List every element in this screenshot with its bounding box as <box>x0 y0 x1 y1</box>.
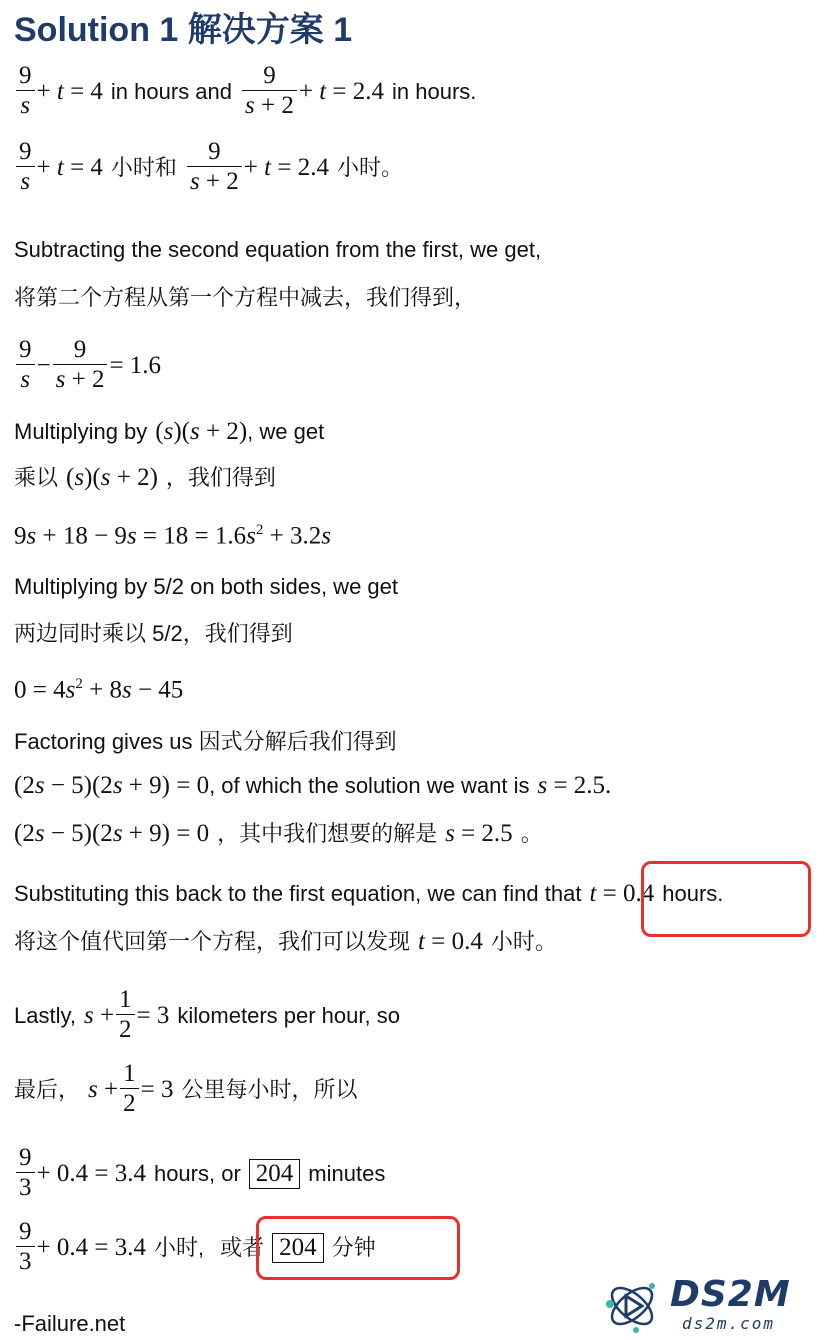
multiply52-text-en: Multiplying by 5/2 on both sides, we get <box>14 574 399 599</box>
fraction-9-over-3: $\frac{9}{3}$ <box>16 1144 35 1203</box>
or-text-zh: 或者 <box>220 1234 265 1260</box>
solution-line-zh: (2s − 5)(2s + 9) = 0 ，其中我们想要的解是 s = 2.5 。 <box>14 820 543 847</box>
hours-text-zh: 小时。 <box>490 929 557 954</box>
equation-expanded: $9s + 18 - 9s = 18 = 1.6s^2 + 3.2s$ <box>14 522 331 550</box>
substitute-text-en: Substituting this back to the first equation, we can find that <box>14 881 582 906</box>
lastly-text-zh: 最后， <box>14 1076 81 1102</box>
logo-subtext: ds2m.com <box>682 1314 776 1333</box>
solution-text-en: , of which the solution we want is <box>209 773 530 798</box>
kmh-text-zh: 公里每小时，所以 <box>181 1076 358 1102</box>
lastly-line-zh: 最后， s + $\frac{1}{2}$ = 3 公里每小时，所以 <box>14 1060 358 1117</box>
lastly-text-en: Lastly, <box>14 1002 76 1028</box>
multiply-line-zh: 乘以 (s)(s + 2) ，我们得到 <box>14 464 276 491</box>
equation-line-1: $\frac{9}{s}$ + t = 4 in hours and $\frac{9}{s + 2}$ + t = 2.4 in hours. <box>14 62 476 121</box>
multiply-text-en: Multiplying by <box>14 419 148 444</box>
substitute-text-zh: 将这个值代回第一个方程，我们可以发现 <box>14 929 411 954</box>
fraction-1-over-2: $\frac{1}{2}$ <box>120 1060 139 1119</box>
multiply-text-zh: 乘以 <box>14 465 59 490</box>
hours-or-text: hours, or <box>153 1160 241 1186</box>
answer-box: 204 <box>249 1159 301 1189</box>
fraction-9-over-s-plus-2: $\frac{9}{s + 2}$ <box>53 336 108 395</box>
text-hours-and-zh: 小时和 <box>110 154 177 180</box>
atom-logo-icon <box>600 1274 670 1338</box>
page-title: Solution 1 解决方案 1 <box>14 11 353 49</box>
fraction-9-over-s: $\frac{9}{s}$ <box>16 336 35 395</box>
substitute-line-zh: 将这个值代回第一个方程，我们可以发现 t = 0.4 小时。 <box>14 928 557 955</box>
minutes-text: minutes <box>308 1160 386 1186</box>
multiply52-text-zh: 两边同时乘以 5/2，我们得到 <box>14 621 293 646</box>
subtract-text-zh: 将第二个方程从第一个方程中减去，我们得到， <box>14 285 477 310</box>
we-get-text-zh: ，我们得到 <box>165 465 276 490</box>
fraction-9-over-s-plus-2: $\frac{9}{s + 2}$ <box>242 62 297 121</box>
text-in-hours: in hours. <box>392 78 477 104</box>
lastly-line-en: Lastly, s + $\frac{1}{2}$ = 3 kilometers per hour, so <box>14 986 400 1043</box>
answer-box-zh: 204 <box>272 1233 324 1263</box>
equation-quadratic: $0 = 4s^2 + 8s - 45$ <box>14 676 184 704</box>
subtract-text-en: Subtracting the second equation from the first, we get, <box>14 237 542 262</box>
hours-text-zh-final: 小时, <box>153 1234 205 1260</box>
footer-credit: -Failure.net <box>14 1311 126 1336</box>
fraction-9-over-3: $\frac{9}{3}$ <box>16 1218 35 1277</box>
minutes-text-zh: 分钟 <box>331 1234 376 1260</box>
text-hours-zh: 小时。 <box>336 154 403 180</box>
final-line-en: $\frac{9}{3}$ + 0.4 = 3.4 hours, or 204 minutes <box>14 1144 385 1203</box>
ds2m-logo <box>600 1274 814 1338</box>
final-line-zh: $\frac{9}{3}$ + 0.4 = 3.4 小时, 或者 204 分钟 <box>14 1218 376 1277</box>
solution-text-zh: ，其中我们想要的解是 <box>217 821 438 846</box>
period-zh: 。 <box>520 821 543 846</box>
we-get-text: , we get <box>247 419 325 444</box>
substitute-line-en: Substituting this back to the first equation, we can find that t = 0.4 hours. <box>14 880 724 907</box>
fraction-1-over-2: $\frac{1}{2}$ <box>116 986 135 1045</box>
fraction-9-over-s-plus-2: $\frac{9}{s + 2}$ <box>187 138 242 197</box>
fraction-9-over-s: $\frac{9}{s}$ <box>16 62 35 121</box>
solution-line-en: (2s − 5)(2s + 9) = 0 , of which the solution we want is s = 2.5. <box>14 772 612 799</box>
kmh-text-en: kilometers per hour, so <box>177 1002 400 1028</box>
multiply-line-en: Multiplying by (s)(s + 2) , we get <box>14 418 325 445</box>
factoring-text: Factoring gives us 因式分解后我们得到 <box>14 729 397 754</box>
equation-difference: $\frac{9}{s}$ − $\frac{9}{s + 2}$ = 1.6 <box>14 336 161 395</box>
text-in-hours-and: in hours and <box>110 78 233 104</box>
hours-text: hours. <box>662 881 724 906</box>
highlight-box-t-value <box>641 861 811 937</box>
logo-text: DS2M <box>670 1274 791 1315</box>
fraction-9-over-s: $\frac{9}{s}$ <box>16 138 35 197</box>
highlight-box-answer <box>256 1216 460 1280</box>
equation-line-2: $\frac{9}{s}$ + t = 4 小时和 $\frac{9}{s + 2}$ + t = 2.4 小时。 <box>14 138 403 197</box>
